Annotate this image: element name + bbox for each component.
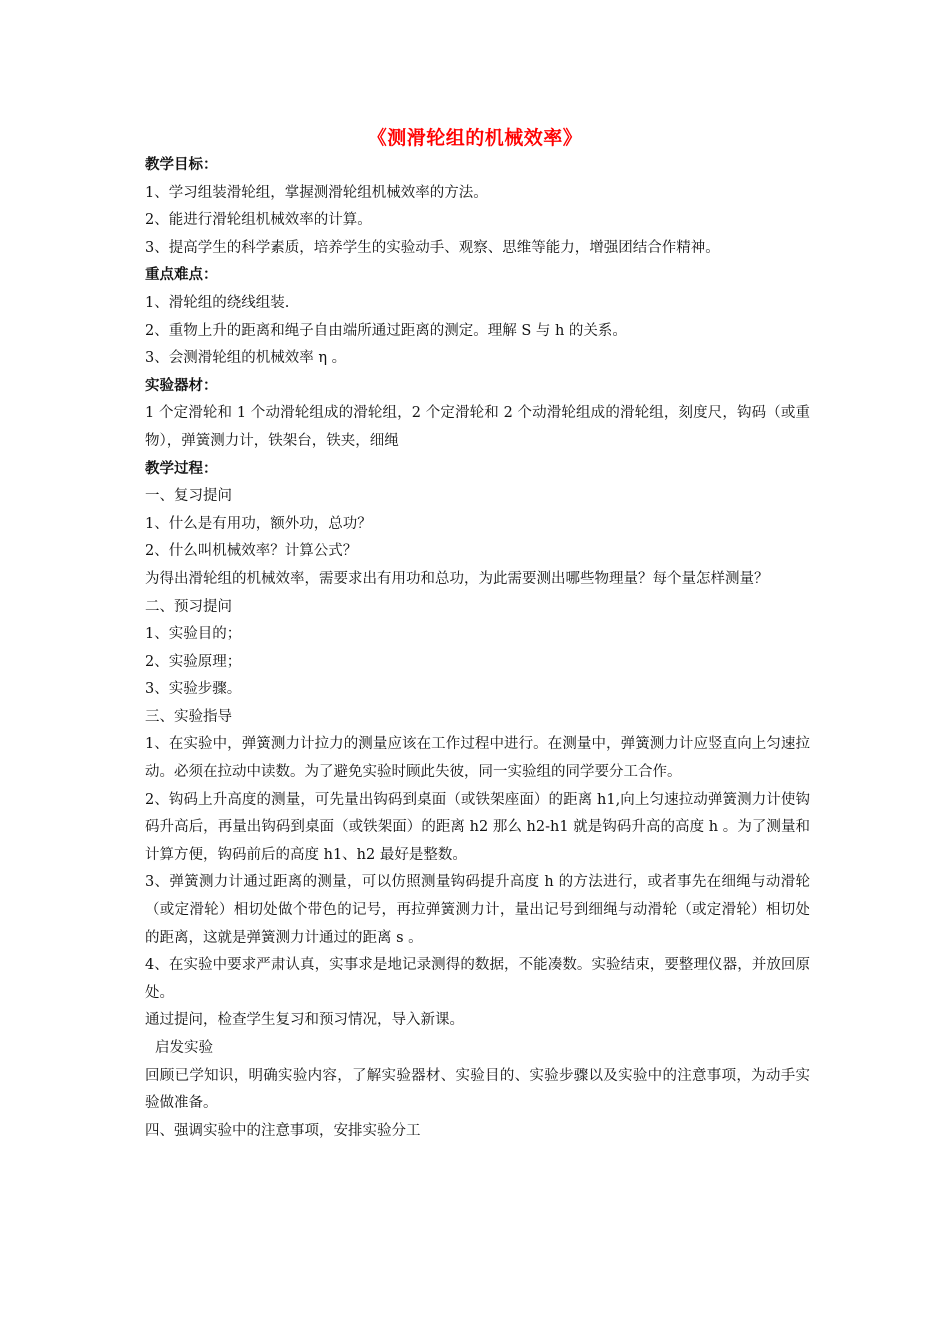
guidance-item-4: 4、在实验中要求严肃认真，实事求是地记录测得的数据，不能凑数。实验结束，要整理仪器，并放回原处。 — [145, 957, 810, 1001]
heading-equipment: 实验器材： — [145, 377, 218, 394]
goal-item-1: 1、学习组装滑轮组，掌握测滑轮组机械效率的方法。 — [145, 184, 488, 201]
inspire-experiment-heading: 启发实验 — [155, 1040, 213, 1056]
goal-item-3: 3、提高学生的科学素质，培养学生的实验动手、观察、思维等能力，增强团结合作精神。 — [145, 239, 720, 256]
section-preview-questions: 二、预习提问 — [145, 598, 232, 615]
guidance-summary: 通过提问，检查学生复习和预习情况，导入新课。 — [145, 1012, 464, 1029]
section-review-questions: 一、复习提问 — [145, 488, 232, 505]
preview-item-2: 2、实验原理； — [145, 653, 242, 670]
review-question-1: 1、什么是有用功，额外功，总功？ — [145, 515, 372, 532]
key-point-3: 3、会测滑轮组的机械效率 η 。 — [145, 350, 347, 367]
document-body — [145, 152, 810, 1145]
inspire-paragraph: 回顾已学知识，明确实验内容，了解实验器材、实验目的、实验步骤以及实验中的注意事项，为动手实验做准备。 — [145, 1067, 810, 1112]
preview-item-3: 3、实验步骤。 — [145, 681, 242, 698]
document-title: 《测滑轮组的机械效率》 — [367, 127, 583, 149]
section-notes-and-assignment: 四、强调实验中的注意事项，安排实验分工 — [145, 1122, 421, 1139]
review-paragraph: 为得出滑轮组的机械效率，需要求出有用功和总功，为此需要测出哪些物理量？每个量怎样测量？ — [145, 570, 769, 587]
preview-item-1: 1、实验目的； — [145, 626, 242, 643]
section-experiment-guidance: 三、实验指导 — [145, 708, 232, 725]
heading-teaching-goals: 教学目标： — [145, 157, 218, 173]
key-point-1: 1、滑轮组的绕线组装. — [145, 294, 290, 311]
guidance-item-3: 3、弹簧测力计通过距离的测量，可以仿照测量钩码提升高度 h 的方法进行，或者事先在细绳与动滑轮（或定滑轮）相切处做个带色的记号，再拉弹簧测力计，量出记号到细绳与动滑轮（或定滑轮）相切处的距离，这就是弹簧测力计通过的距离 s 。 — [145, 874, 810, 946]
heading-key-points: 重点难点： — [145, 267, 218, 284]
equipment-paragraph: 1 个定滑轮和 1 个动滑轮组成的滑轮组，2 个定滑轮和 2 个动滑轮组成的滑轮组，刻度尺，钩码（或重物），弹簧测力计，铁架台，铁夹，细绳 — [145, 405, 810, 449]
review-question-2: 2、什么叫机械效率？计算公式？ — [145, 543, 358, 560]
guidance-item-1: 1、在实验中，弹簧测力计拉力的测量应该在工作过程中进行。在测量中，弹簧测力计应竖直向上匀速拉动。必须在拉动中读数。为了避免实验时顾此失彼，同一实验组的同学要分工合作。 — [145, 736, 810, 781]
goal-item-2: 2、能进行滑轮组机械效率的计算。 — [145, 212, 372, 229]
key-point-2: 2、重物上升的距离和绳子自由端所通过距离的测定。理解 S 与 h 的关系。 — [145, 322, 627, 339]
guidance-item-2: 2、钩码上升高度的测量，可先量出钩码到桌面（或铁架座面）的距离 h1,向上匀速拉动弹簧测力计使钩码升高后，再量出钩码到桌面（或铁架面）的距离 h2 那么 h2-h1 就是钩码升高的高度 h 。为了测量和计算方便，钩码前后的高度 h1、h2 最好是整数。 — [145, 791, 810, 863]
heading-teaching-process: 教学过程： — [145, 460, 218, 477]
